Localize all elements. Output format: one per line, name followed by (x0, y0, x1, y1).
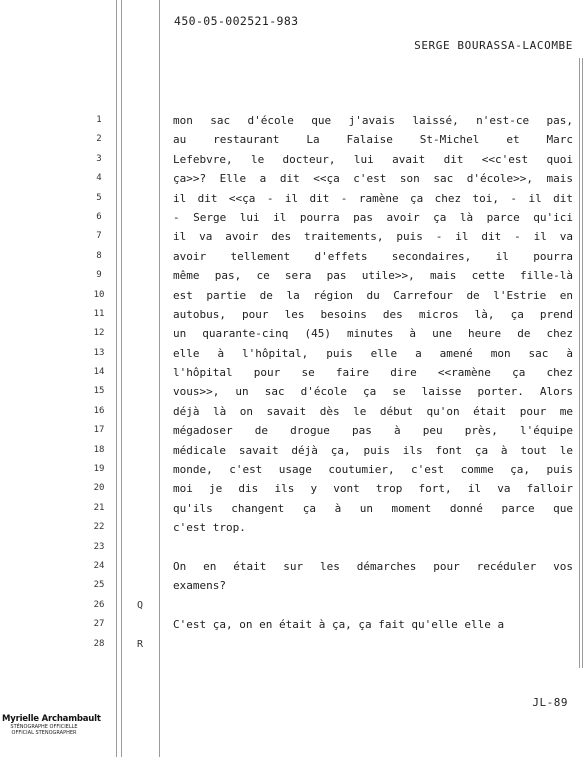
line-number: 13 (93, 347, 105, 358)
line-number: 5 (96, 192, 102, 203)
transcript-line: il va avoir des traitements, puis - il dit - il va (173, 230, 573, 244)
stamp-name: Myrielle Archambault (2, 714, 101, 724)
transcript-line: médicale savait déjà ça, puis ils font ça à tout le (173, 443, 573, 457)
transcript-line: mon sac d'école que j'avais laissé, n'est-ce pas, (173, 114, 573, 127)
transcript-line: l'hôpital pour se faire dire <<ramène ça chez (173, 366, 573, 380)
transcript-line: au restaurant La Falaise St-Michel et Marc (173, 133, 573, 147)
transcript-line: il dit <<ça - il dit - ramène ça chez toi, - il dit (173, 191, 573, 205)
transcript-line: On en était sur les démarches pour recéduler vos (173, 559, 573, 573)
line-number: 18 (93, 444, 105, 455)
line-number: 11 (93, 308, 105, 319)
line-number: 17 (93, 425, 105, 436)
transcript-line: monde, c'est usage coutumier, c'est comme ça, puis (173, 463, 573, 477)
line-number: 20 (93, 483, 105, 494)
docket-number: 450-05-002521-983 (174, 14, 299, 28)
line-number-column (86, 111, 112, 654)
right-border (579, 58, 580, 668)
line-number: 9 (96, 270, 102, 281)
transcript-line (173, 596, 573, 615)
line-number: 7 (96, 231, 102, 242)
witness-name: SERGE BOURASSA-LACOMBE (414, 39, 573, 52)
transcript-line: c'est trop. (173, 521, 246, 535)
line-number: 6 (96, 211, 102, 222)
transcript-line (173, 635, 573, 654)
stamp-title-fr: STÉNOGRAPHE OFFICIELLE (10, 724, 78, 730)
transcript-line: autobus, pour les besoins des micros là, ça prend (173, 307, 573, 321)
transcript-line: - Serge lui il pourra pas avoir ça là parce qu'ici (173, 210, 573, 224)
transcript-line: moi je dis ils y vont trop fort, il va falloir (173, 482, 573, 496)
speaker-column-rule (159, 0, 160, 757)
line-number: 23 (93, 541, 105, 552)
line-number: 21 (93, 502, 105, 513)
line-number: 8 (96, 250, 102, 261)
stamp-title-en: OFFICIAL STENOGRAPHER (11, 730, 77, 736)
line-number: 15 (93, 386, 105, 397)
transcript-line: avoir tellement d'effets secondaires, il pourra (173, 249, 573, 263)
line-number: 26 (93, 599, 105, 610)
stenographer-stamp (2, 714, 102, 736)
speaker-marker: Q (136, 600, 144, 611)
right-border (582, 58, 583, 668)
transcript-line (173, 538, 573, 557)
speaker-marker: R (136, 638, 144, 650)
line-number: 24 (93, 560, 105, 571)
page-number: JL-89 (532, 696, 568, 709)
transcript-line: qu'ils changent ça à un moment donné parce que (173, 501, 573, 515)
transcript-line: Lefebvre, le docteur, lui avait dit <<c'est quoi (173, 152, 573, 166)
transcript-line: déjà là on savait dès le début qu'on était pour me (173, 404, 573, 418)
transcript-line: un quarante-cinq (45) minutes à une heure de chez (173, 327, 573, 341)
line-number: 14 (93, 367, 105, 378)
transcript-text (173, 111, 573, 654)
line-number: 3 (96, 153, 102, 164)
transcript-line: mégadoser de drogue pas à peu près, l'équipe (173, 424, 573, 438)
line-number: 19 (93, 464, 105, 475)
margin-rule (116, 0, 117, 757)
transcript-line: elle à l'hôpital, puis elle a amené mon sac à (173, 346, 573, 360)
line-number: 2 (96, 134, 102, 145)
line-number: 4 (96, 173, 102, 184)
transcript-line: examens? (173, 579, 226, 593)
line-number: 28 (93, 638, 105, 649)
transcript-line: est partie de la région du Carrefour de l'Estrie en (173, 288, 573, 302)
line-number: 25 (93, 580, 105, 591)
transcript-line: ça>>? Elle a dit <<ça c'est son sac d'école>>, mais (173, 172, 573, 186)
transcript-line: même pas, ce sera pas utile>>, mais cette fille-là (173, 269, 573, 283)
line-number: 22 (93, 522, 105, 533)
line-number: 1 (96, 115, 102, 125)
line-number: 12 (93, 328, 105, 339)
line-number: 27 (93, 619, 105, 630)
line-number: 10 (93, 289, 105, 300)
transcript-line: C'est ça, on en était à ça, ça fait qu'elle elle a (173, 618, 505, 632)
line-number: 16 (93, 405, 105, 416)
transcript-line: vous>>, un sac d'école ça se laisse porter. Alors (173, 385, 573, 399)
